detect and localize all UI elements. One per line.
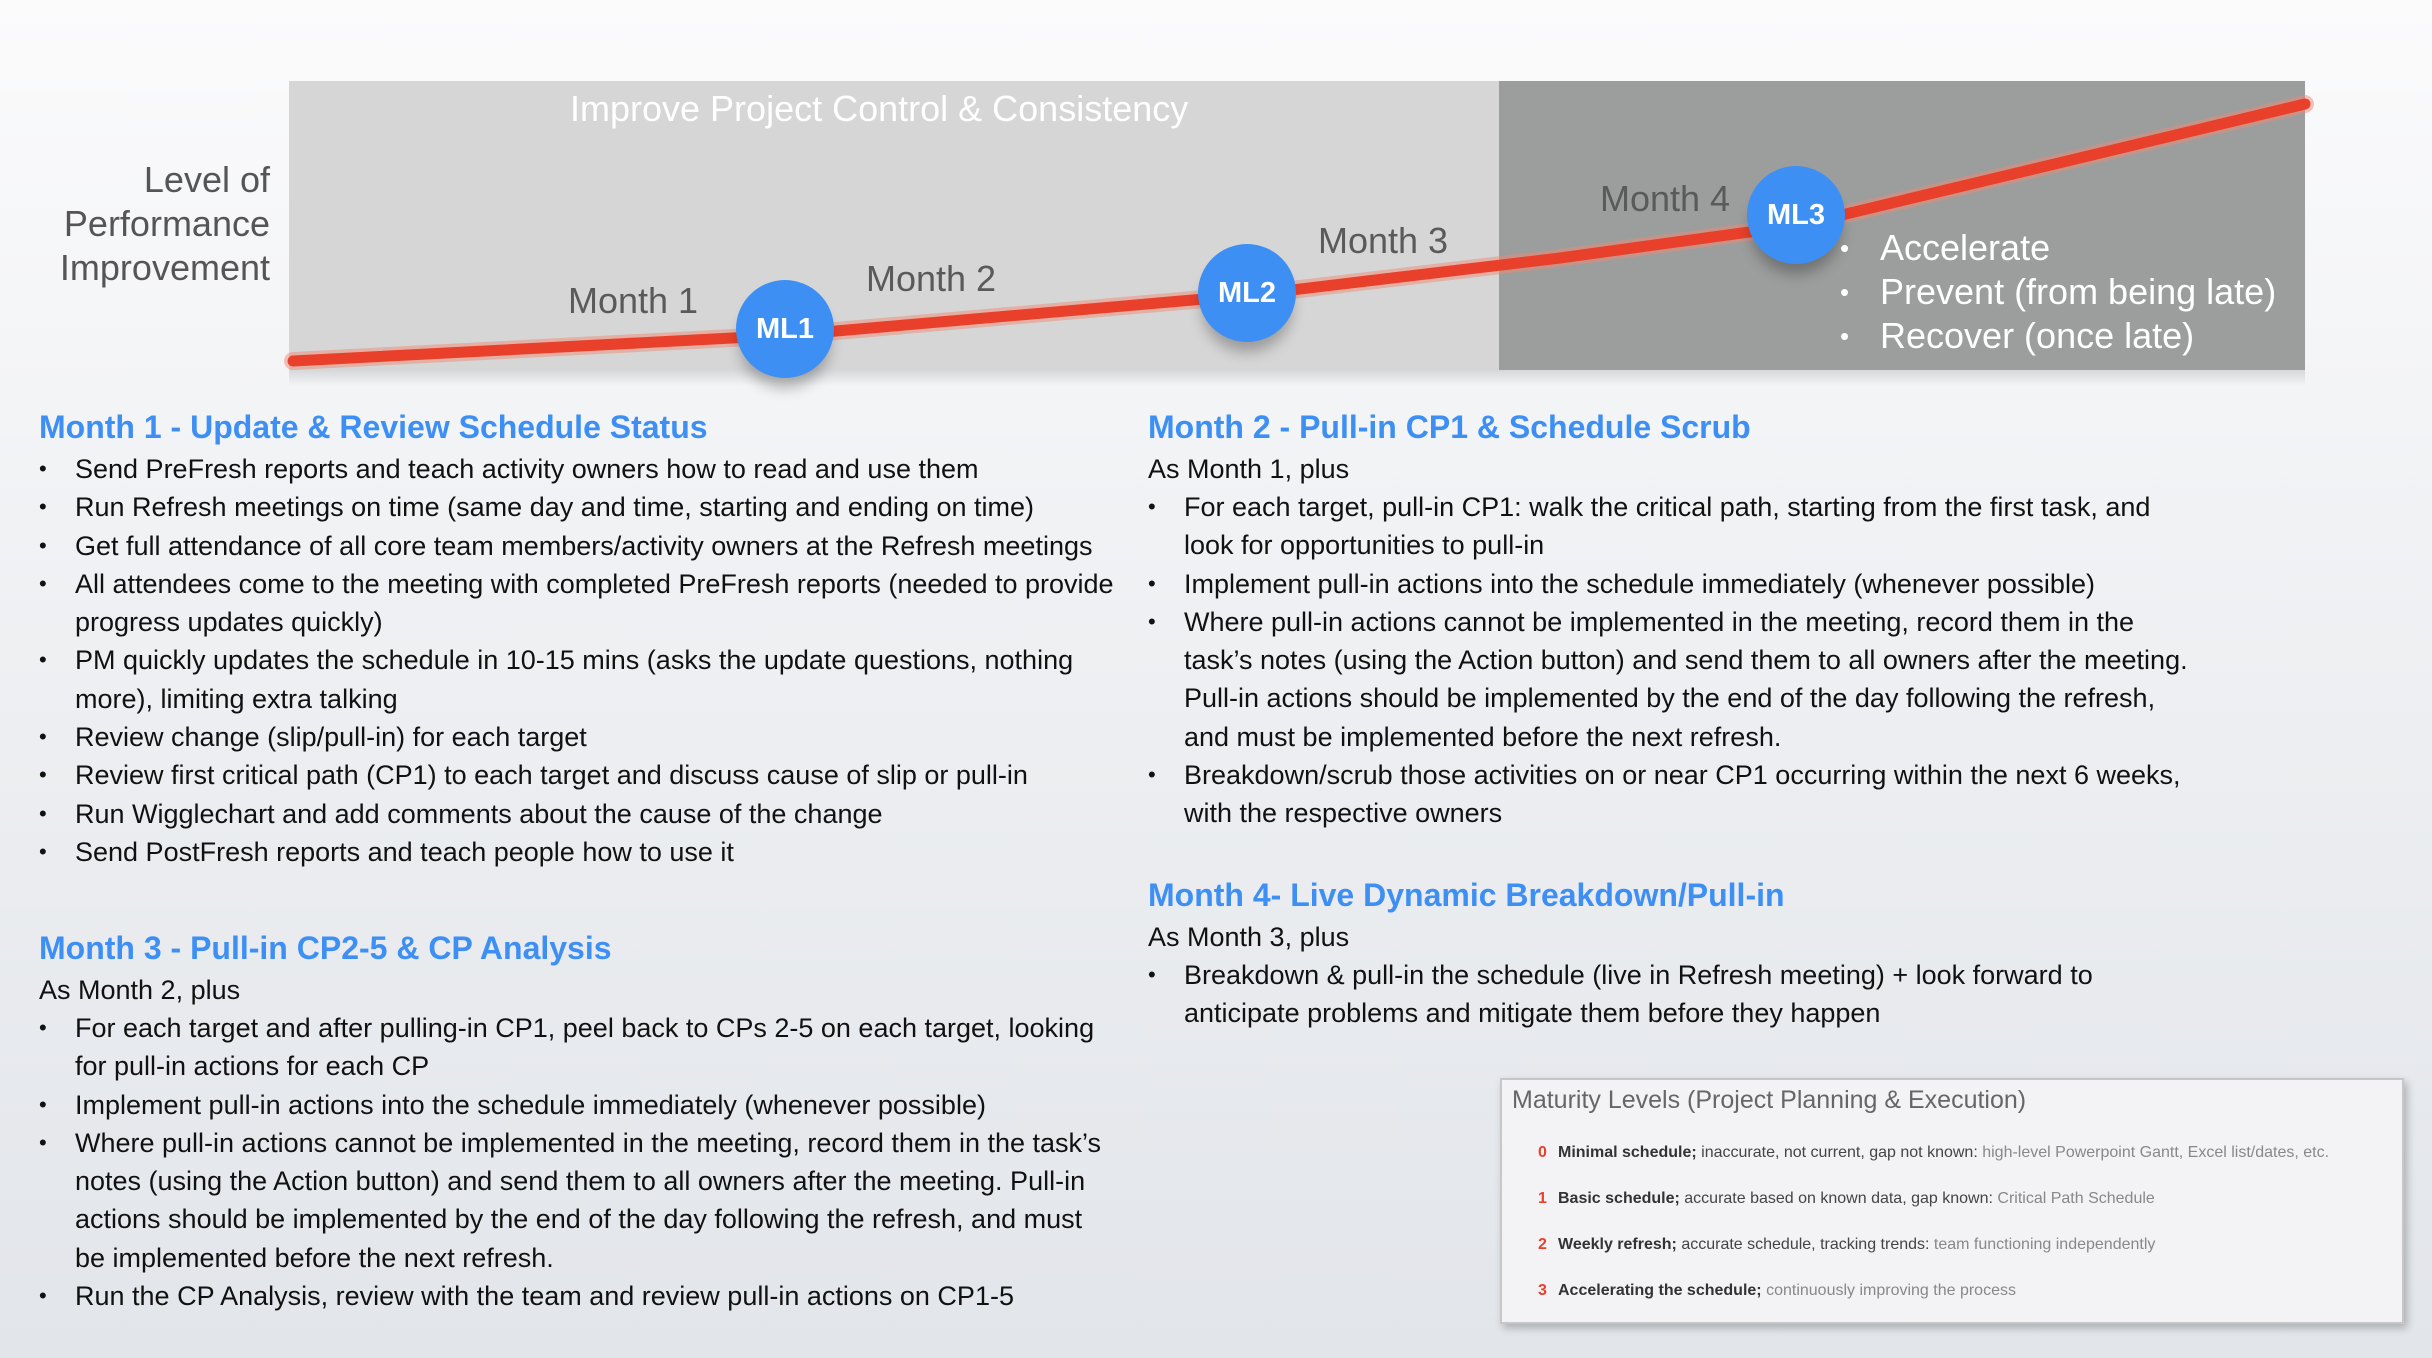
month-4-section [1148, 876, 2198, 1033]
list-item: • Where pull-in actions cannot be implemented in the meeting, record them in the task’s notes (using the Action button) and send them to all owners after the meeting. Pull-in actions should be implemented by the end of the day following the refresh, and must be implemented before the next refresh. [39, 1124, 1109, 1277]
accelerate-item: • Prevent (from being late) [1840, 270, 2276, 314]
month-3-list [39, 1009, 1109, 1315]
level-description: accurate based on known data, gap known: [1679, 1190, 1993, 1207]
month-3-subtitle: As Month 2, plus [39, 975, 241, 1005]
list-item: • Send PostFresh reports and teach people how to use it [39, 833, 1119, 871]
list-item: • All attendees come to the meeting with completed PreFresh reports (needed to provide progress updates quickly) [39, 565, 1119, 642]
month-4-label: Month 4 [1600, 178, 1731, 219]
month-4-subtitle: As Month 3, plus [1148, 922, 1350, 952]
list-item: • Run Wigglechart and add comments about the cause of the change [39, 795, 1119, 833]
level-example: high-level Powerpoint Gantt, Excel list/dates, etc. [1977, 1144, 2330, 1161]
level-name: Weekly refresh; [1558, 1236, 1677, 1253]
month-2-subtitle: As Month 1, plus [1148, 454, 1350, 484]
maturity-level-row [1538, 1190, 2155, 1208]
level-example: team functioning independently [1929, 1236, 2156, 1253]
level-name: Basic schedule; [1558, 1190, 1680, 1207]
y-axis-label: Level of Performance Improvement [59, 159, 270, 288]
month-2-list [1148, 488, 2198, 833]
list-item: • Run Refresh meetings on time (same day and time, starting and ending on time) [39, 488, 1119, 526]
milestone-ml1: ML1 [736, 280, 834, 378]
accelerate-item: • Accelerate [1840, 226, 2276, 270]
list-item: • Implement pull-in actions into the schedule immediately (whenever possible) [39, 1086, 1109, 1124]
list-item: • Where pull-in actions cannot be implemented in the meeting, record them in the task’s notes (using the Action button) and send them to all owners after the meeting. Pull-in actions should be implemented by the end of the day following the refresh, and must be implemented before the next refresh. [1148, 603, 2198, 756]
level-example: Critical Path Schedule [1992, 1190, 2155, 1207]
month-1-heading: Month 1 - Update & Review Schedule Status [39, 409, 708, 445]
maturity-levels-title: Maturity Levels (Project Planning & Execution) [1512, 1086, 2027, 1114]
list-item: • Send PreFresh reports and teach activity owners how to read and use them [39, 450, 1119, 488]
list-item: • Get full attendance of all core team members/activity owners at the Refresh meetings [39, 527, 1119, 565]
level-number: 2 [1538, 1236, 1547, 1253]
banner-title: Improve Project Control & Consistency [570, 88, 1189, 129]
performance-trend-chart [0, 0, 2432, 400]
level-number: 1 [1538, 1190, 1547, 1207]
maturity-level-row [1538, 1144, 2329, 1162]
list-item: • For each target, pull-in CP1: walk the critical path, starting from the first task, and look for opportunities to pull-in [1148, 488, 2198, 565]
level-description: inaccurate, not current, gap not known: [1696, 1144, 1978, 1161]
list-item: • PM quickly updates the schedule in 10-15 mins (asks the update questions, nothing more), limiting extra talking [39, 641, 1119, 718]
milestone-ml3: ML3 [1747, 166, 1845, 264]
list-item: • Run the CP Analysis, review with the team and review pull-in actions on CP1-5 [39, 1277, 1109, 1315]
list-item: • Breakdown/scrub those activities on or near CP1 occurring within the next 6 weeks, with the respective owners [1148, 756, 2198, 833]
month-2-label: Month 2 [866, 258, 997, 299]
maturity-level-row [1538, 1236, 2155, 1254]
month-2-heading: Month 2 - Pull-in CP1 & Schedule Scrub [1148, 409, 1751, 445]
maturity-levels-box [1500, 1078, 2404, 1324]
month-3-section [39, 929, 1109, 1315]
month-1-list [39, 450, 1119, 871]
list-item: • Review change (slip/pull-in) for each target [39, 718, 1119, 756]
level-number: 3 [1538, 1282, 1547, 1299]
month-4-list [1148, 956, 2198, 1033]
list-item: • Implement pull-in actions into the schedule immediately (whenever possible) [1148, 565, 2198, 603]
list-item: • Breakdown & pull-in the schedule (live in Refresh meeting) + look forward to anticipate problems and mitigate them before they happen [1148, 956, 2198, 1033]
accelerate-item: • Recover (once late) [1840, 314, 2276, 358]
month-1-label: Month 1 [568, 280, 699, 321]
level-name: Accelerating the schedule; [1558, 1282, 1762, 1299]
accelerate-list [1840, 226, 2276, 358]
milestone-ml2: ML2 [1198, 244, 1296, 342]
level-description: accurate schedule, tracking trends: [1676, 1236, 1930, 1253]
list-item: • For each target and after pulling-in CP1, peel back to CPs 2-5 on each target, looking for pull-in actions for each CP [39, 1009, 1109, 1086]
month-2-section [1148, 408, 2198, 833]
level-example: continuously improving the process [1761, 1282, 2016, 1299]
month-3-heading: Month 3 - Pull-in CP2-5 & CP Analysis [39, 930, 612, 966]
month-3-label: Month 3 [1318, 220, 1449, 261]
level-name: Minimal schedule; [1558, 1144, 1697, 1161]
level-number: 0 [1538, 1144, 1547, 1161]
maturity-level-row [1538, 1282, 2016, 1300]
panel-shadow [289, 370, 2305, 386]
list-item: • Review first critical path (CP1) to each target and discuss cause of slip or pull-in [39, 756, 1119, 794]
month-1-section [39, 408, 1119, 871]
month-4-heading: Month 4- Live Dynamic Breakdown/Pull-in [1148, 877, 1785, 913]
